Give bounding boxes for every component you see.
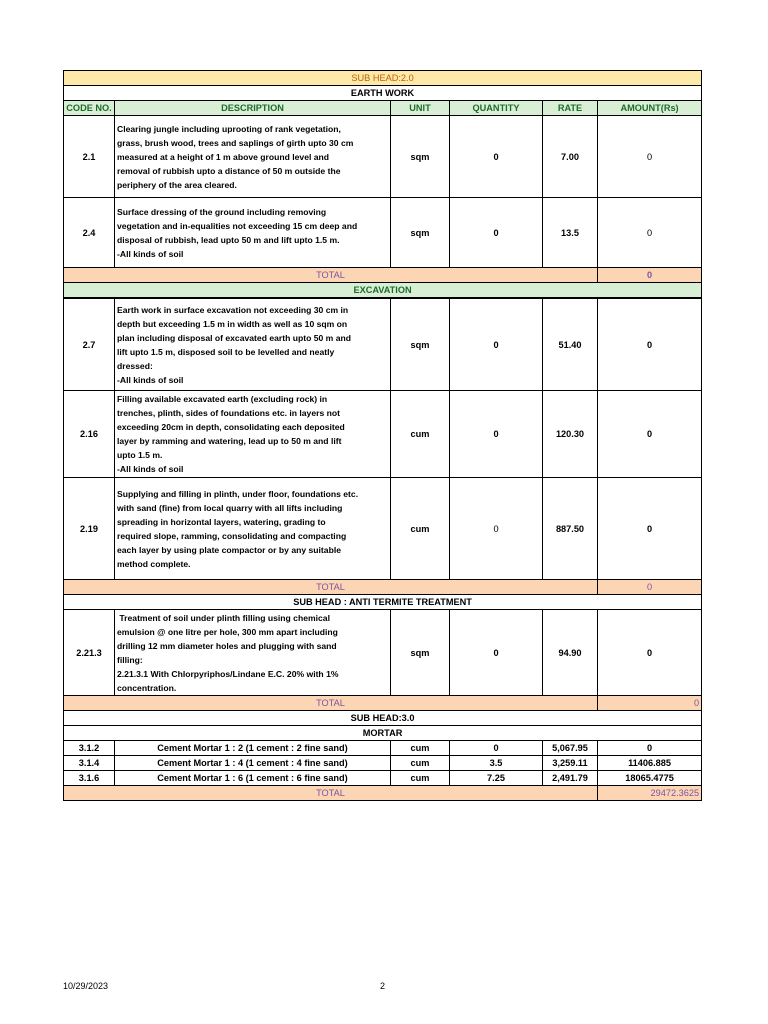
item-code: 3.1.2 (64, 741, 115, 756)
description-line: concentration. (117, 682, 177, 693)
column-header-rate: RATE (543, 101, 598, 116)
item-amount: 0 (598, 299, 702, 391)
item-description (115, 478, 391, 580)
estimate-sheet (63, 70, 702, 801)
description-line: each layer by using plate compactor or by any suitable (117, 544, 341, 555)
item-description (115, 610, 391, 696)
total-label: TOTAL (64, 580, 598, 595)
description-line: depth but exceeding 1.5 m in width as well as 10 sqm on (117, 318, 348, 329)
item-rate: 120.30 (543, 391, 598, 478)
item-description (115, 391, 391, 478)
description-line: -All kinds of soil (117, 374, 184, 385)
description-line: removal of rubbish upto a distance of 50 m outside the (117, 165, 341, 176)
item-rate: 5,067.95 (543, 741, 598, 756)
total-label: TOTAL (64, 696, 598, 711)
item-amount: 18065.4775 (598, 771, 702, 786)
section-title-earth-work: EARTH WORK (64, 86, 702, 101)
item-description (115, 198, 391, 268)
column-header-description: DESCRIPTION (115, 101, 391, 116)
footer-date: 10/29/2023 (63, 981, 109, 991)
description-line: 2.21.3.1 With Chlorpyriphos/Lindane E.C. 20% with 1% (117, 668, 339, 679)
item-code: 2.7 (64, 299, 115, 391)
item-amount: 0 (598, 198, 702, 268)
item-unit: sqm (391, 299, 450, 391)
item-quantity: 0 (450, 610, 543, 696)
description-line: method complete. (117, 558, 191, 569)
item-rate: 13.5 (543, 198, 598, 268)
column-header-amount: AMOUNT(Rs) (598, 101, 702, 116)
description-line: Clearing jungle including uprooting of rank vegetation, (117, 123, 341, 134)
item-unit: sqm (391, 610, 450, 696)
item-quantity: 0 (450, 391, 543, 478)
item-description: Cement Mortar 1 : 2 (1 cement : 2 fine sand) (115, 741, 391, 756)
subhead-title: SUB HEAD:2.0 (64, 71, 702, 86)
total-label: TOTAL (64, 786, 598, 801)
description-line: plan including disposal of excavated earth upto 50 m and (117, 332, 351, 343)
description-line: periphery of the area cleared. (117, 179, 237, 190)
item-unit: cum (391, 756, 450, 771)
description-line: exceeding 20cm in depth, consolidating each deposited (117, 422, 345, 432)
item-rate: 7.00 (543, 116, 598, 198)
item-amount: 11406.885 (598, 756, 702, 771)
description-line: emulsion @ one litre per hole, 300 mm apart including (117, 626, 338, 637)
description-line: Treatment of soil under plinth filling using chemical (117, 612, 330, 623)
total-amount: 0 (598, 580, 702, 595)
table-row (64, 610, 702, 696)
table-row (64, 756, 702, 771)
column-header-unit: UNIT (391, 101, 450, 116)
item-rate: 2,491.79 (543, 771, 598, 786)
subhead-row (64, 71, 702, 86)
subhead-row (64, 711, 702, 726)
item-rate: 3,259.11 (543, 756, 598, 771)
item-unit: cum (391, 478, 450, 580)
item-code: 2.16 (64, 391, 115, 478)
description-line: required slope, ramming, consolidating and compacting (117, 530, 347, 541)
section-title-mortar: MORTAR (64, 726, 702, 741)
total-amount: 0 (598, 268, 702, 283)
description-line: trenches, plinth, sides of foundations etc. in layers not (117, 408, 340, 418)
description-line: measured at a height of 1 m above ground level and (117, 151, 330, 162)
page-number: 2 (380, 981, 386, 991)
item-rate: 51.40 (543, 299, 598, 391)
description-line: -All kinds of soil (117, 464, 184, 474)
item-code: 2.19 (64, 478, 115, 580)
item-unit: sqm (391, 198, 450, 268)
subhead-row (64, 595, 702, 610)
total-row (64, 696, 702, 711)
description-line: spreading in horizontal layers, watering, grading to (117, 516, 326, 527)
total-label: TOTAL (64, 268, 598, 283)
subhead-title-anti-termite: SUB HEAD : ANTI TERMITE TREATMENT (64, 595, 702, 610)
item-amount: 0 (598, 610, 702, 696)
item-quantity: 0 (450, 741, 543, 756)
description-line: dressed: (117, 360, 153, 371)
total-amount: 0 (598, 696, 702, 711)
item-rate: 887.50 (543, 478, 598, 580)
description-line: vegetation and in-equalities not exceeding 15 cm deep and (117, 220, 358, 231)
description-line: Filling available excavated earth (excluding rock) in (117, 394, 328, 404)
description-line: grass, brush wood, trees and saplings of girth upto 30 cm (117, 137, 354, 148)
column-header-quantity: QUANTITY (450, 101, 543, 116)
item-code: 3.1.4 (64, 756, 115, 771)
item-rate: 94.90 (543, 610, 598, 696)
description-line: -All kinds of soil (117, 248, 184, 259)
section-row (64, 86, 702, 101)
description-line: filling: (117, 654, 143, 665)
item-code: 3.1.6 (64, 771, 115, 786)
total-row (64, 268, 702, 283)
item-amount: 0 (598, 741, 702, 756)
item-description (115, 299, 391, 391)
item-description (115, 116, 391, 198)
section-row (64, 726, 702, 741)
description-line: with sand (fine) from local quarry with all lifts including (117, 502, 343, 513)
item-description: Cement Mortar 1 : 6 (1 cement : 6 fine sand) (115, 771, 391, 786)
section-title-excavation: EXCAVATION (64, 283, 702, 298)
table-row (64, 741, 702, 756)
column-header-row (64, 101, 702, 116)
item-amount: 0 (598, 116, 702, 198)
subhead-title-3: SUB HEAD:3.0 (64, 711, 702, 726)
description-line: layer by ramming and watering, lead up to 50 m and lift (117, 436, 342, 446)
description-line: Supplying and filling in plinth, under floor, foundations etc. (117, 488, 359, 499)
item-unit: cum (391, 771, 450, 786)
item-quantity: 0 (450, 116, 543, 198)
item-quantity: 7.25 (450, 771, 543, 786)
item-code: 2.4 (64, 198, 115, 268)
table-row (64, 771, 702, 786)
table-row (64, 299, 702, 391)
item-unit: cum (391, 741, 450, 756)
item-amount: 0 (598, 478, 702, 580)
table-row (64, 478, 702, 580)
total-row (64, 786, 702, 801)
column-header-code: CODE NO. (64, 101, 115, 116)
section-row (64, 283, 702, 298)
item-quantity: 0 (450, 198, 543, 268)
description-line: upto 1.5 m. (117, 450, 163, 460)
item-quantity: 0 (450, 299, 543, 391)
item-quantity: 3.5 (450, 756, 543, 771)
table-row (64, 391, 702, 478)
item-code: 2.21.3 (64, 610, 115, 696)
item-quantity: 0 (450, 478, 543, 580)
item-code: 2.1 (64, 116, 115, 198)
item-unit: sqm (391, 116, 450, 198)
description-line: lift upto 1.5 m, disposed soil to be levelled and neatly (117, 346, 335, 357)
table-row (64, 116, 702, 198)
item-unit: cum (391, 391, 450, 478)
total-amount: 29472.3625 (598, 786, 702, 801)
description-line: drilling 12 mm diameter holes and plugging with sand (117, 640, 337, 651)
item-description: Cement Mortar 1 : 4 (1 cement : 4 fine sand) (115, 756, 391, 771)
table-row (64, 198, 702, 268)
description-line: Earth work in surface excavation not exceeding 30 cm in (117, 304, 349, 315)
description-line: disposal of rubbish, lead upto 50 m and lift upto 1.5 m. (117, 234, 340, 245)
description-line: Surface dressing of the ground including removing (117, 206, 327, 217)
total-row (64, 580, 702, 595)
item-amount: 0 (598, 391, 702, 478)
